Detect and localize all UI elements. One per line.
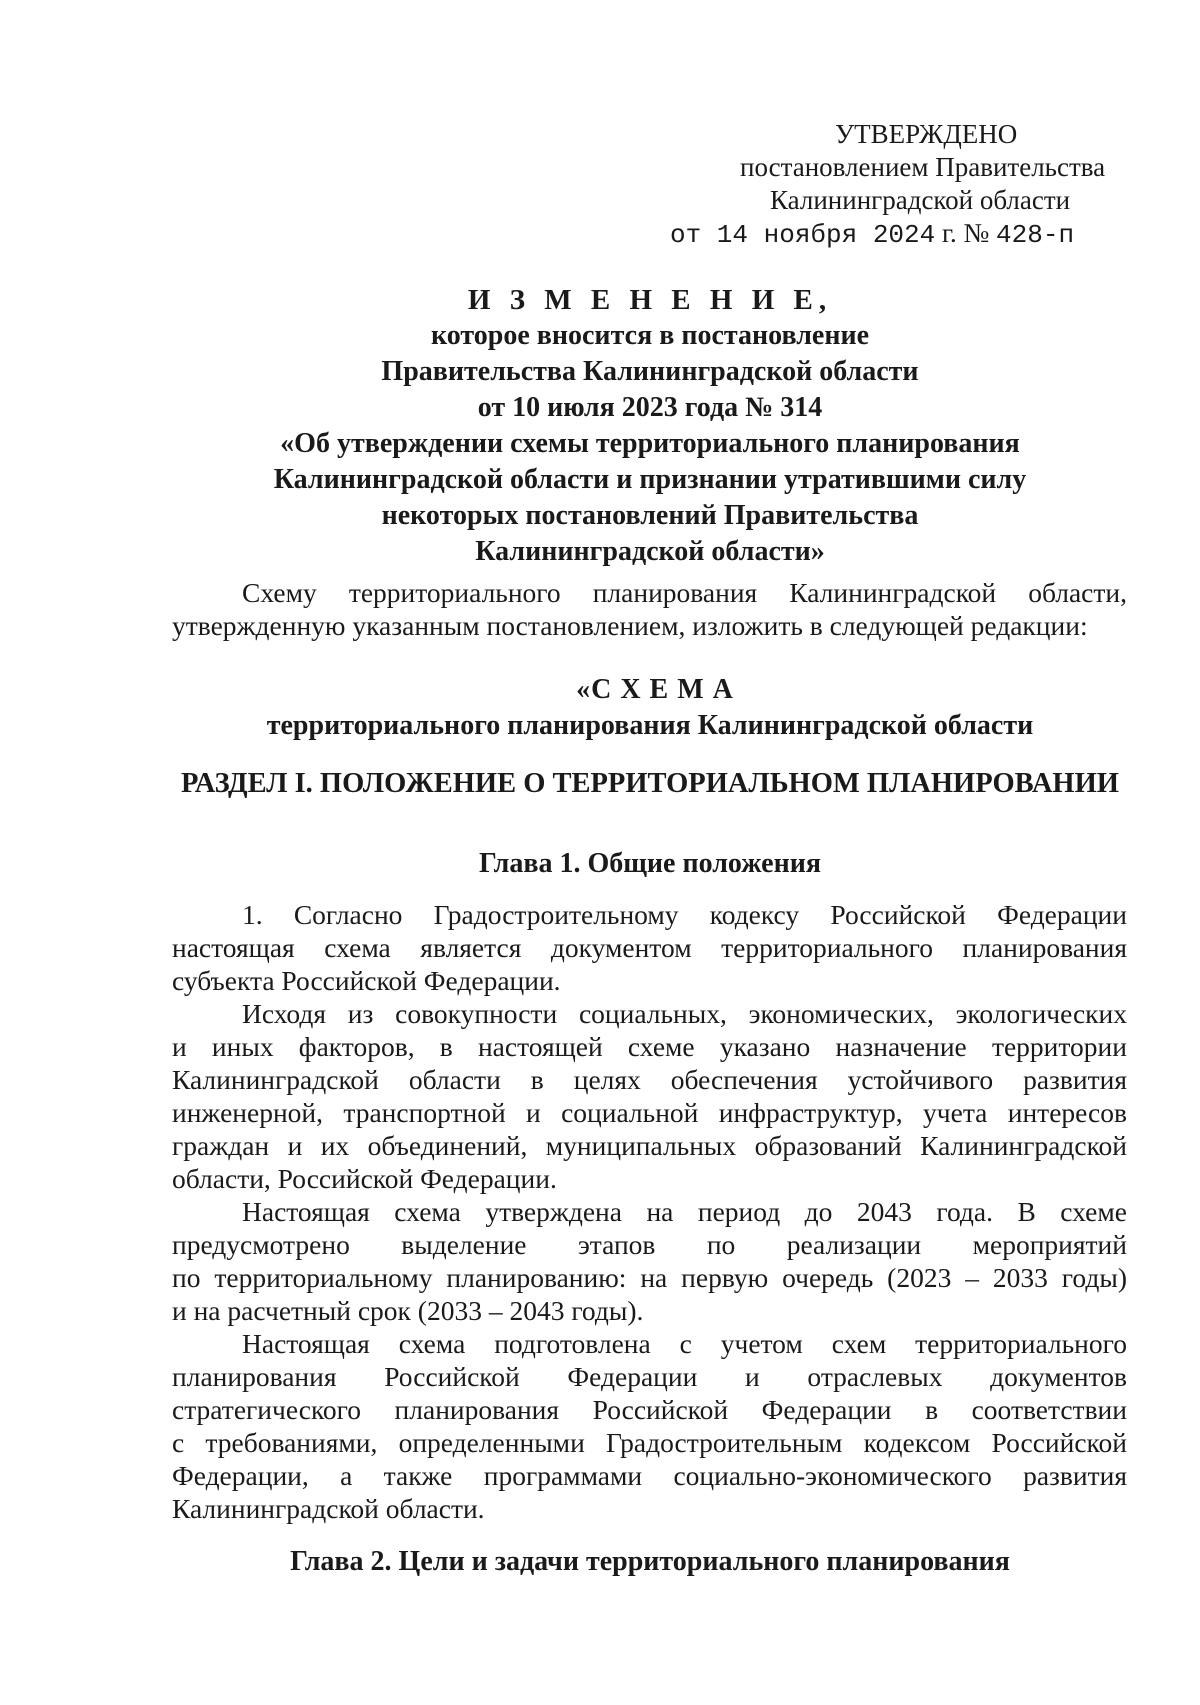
approval-stamp bbox=[670, 118, 1140, 252]
paragraph-line: субъекта Российской Федерации. bbox=[172, 965, 561, 996]
paragraph-line: Схему территориального планирования Калининградской области, bbox=[242, 577, 1127, 608]
approval-date-line bbox=[670, 217, 1140, 252]
approval-region-line: Калининградской области bbox=[770, 185, 1071, 215]
paragraph-line: граждан и их объединений, муниципальных образований Калининградской bbox=[172, 1130, 1127, 1161]
paragraph-line: и иных факторов, в настоящей схеме указано назначение территории bbox=[172, 1031, 1127, 1062]
paragraph-line: стратегического планирования Российской Федерации в соответствии bbox=[172, 1394, 1127, 1425]
approval-resolution-line: постановлением Правительства bbox=[740, 152, 1106, 182]
amendment-title bbox=[170, 282, 1130, 570]
paragraph-line: Калининградской области в целях обеспечения устойчивого развития bbox=[172, 1064, 1127, 1095]
paragraph-4 bbox=[172, 1327, 1127, 1525]
paragraph-line: Настоящая схема утверждена на период до 2043 года. В схеме bbox=[242, 1196, 1127, 1227]
paragraph-line: утвержденную указанным постановлением, изложить в следующей редакции: bbox=[172, 610, 1088, 641]
approval-heading: УТВЕРЖДЕНО bbox=[835, 119, 1018, 149]
scheme-heading: «С Х Е М А bbox=[576, 674, 734, 705]
scheme-subheading: территориального планирования Калининградской области bbox=[266, 710, 1034, 741]
amendment-title-line: которое вносится в постановление bbox=[430, 320, 870, 351]
paragraph-line: Настоящая схема подготовлена с учетом схем территориального bbox=[242, 1328, 1127, 1359]
chapter-2-title: Глава 2. Цели и задачи территориального планирования bbox=[290, 1546, 1010, 1577]
paragraph-line: инженерной, транспортной и социальной инфраструктур, учета интересов bbox=[172, 1097, 1127, 1128]
paragraph-line: предусмотрено выделение этапов по реализации мероприятий bbox=[172, 1229, 1127, 1260]
amendment-title-line: Правительства Калининградской области bbox=[381, 356, 919, 387]
paragraph-2 bbox=[172, 997, 1127, 1195]
chapter-1-title: Глава 1. Общие положения bbox=[478, 848, 821, 879]
amendment-title-line: некоторых постановлений Правительства bbox=[381, 500, 919, 531]
scheme-title bbox=[170, 672, 1130, 744]
paragraph-line: области, Российской Федерации. bbox=[172, 1163, 557, 1194]
intro-paragraph bbox=[172, 576, 1127, 642]
paragraph-line: 1. Согласно Градостроительному кодексу Российской Федерации bbox=[242, 899, 1127, 930]
paragraph-line: и на расчетный срок (2033 – 2043 годы). bbox=[172, 1295, 644, 1326]
approval-number: 428-п bbox=[996, 220, 1075, 250]
paragraph-line: Исходя из совокупности социальных, экономических, экологических bbox=[242, 998, 1127, 1029]
amendment-title-line: Калининградской области» bbox=[475, 536, 825, 567]
paragraph-line: по территориальному планированию: на первую очередь (2023 – 2033 годы) bbox=[172, 1262, 1127, 1293]
amendment-title-line: Калининградской области и признании утратившими силу bbox=[273, 464, 1027, 495]
paragraph-line: планирования Российской Федерации и отраслевых документов bbox=[172, 1361, 1127, 1392]
paragraph-line: с требованиями, определенными Градостроительным кодексом Российской bbox=[172, 1427, 1127, 1458]
section-title: РАЗДЕЛ I. ПОЛОЖЕНИЕ О ТЕРРИТОРИАЛЬНОМ ПЛАНИРОВАНИИ bbox=[181, 768, 1119, 799]
approval-date-separator: г. № bbox=[935, 218, 997, 248]
paragraph-line: Калининградской области. bbox=[172, 1493, 485, 1524]
paragraph-line: настоящая схема является документом территориального планирования bbox=[172, 932, 1127, 963]
amendment-heading: И З М Е Н Е Н И Е, bbox=[467, 284, 833, 316]
paragraph-line: Федерации, а также программами социально-экономического развития bbox=[172, 1460, 1127, 1491]
amendment-title-line: «Об утверждении схемы территориального планирования bbox=[280, 428, 1020, 459]
approval-date: от 14 ноября 2024 bbox=[670, 220, 936, 250]
amendment-title-line: от 10 июля 2023 года № 314 bbox=[477, 392, 823, 423]
paragraph-3 bbox=[172, 1195, 1127, 1327]
paragraph-1 bbox=[172, 898, 1127, 997]
